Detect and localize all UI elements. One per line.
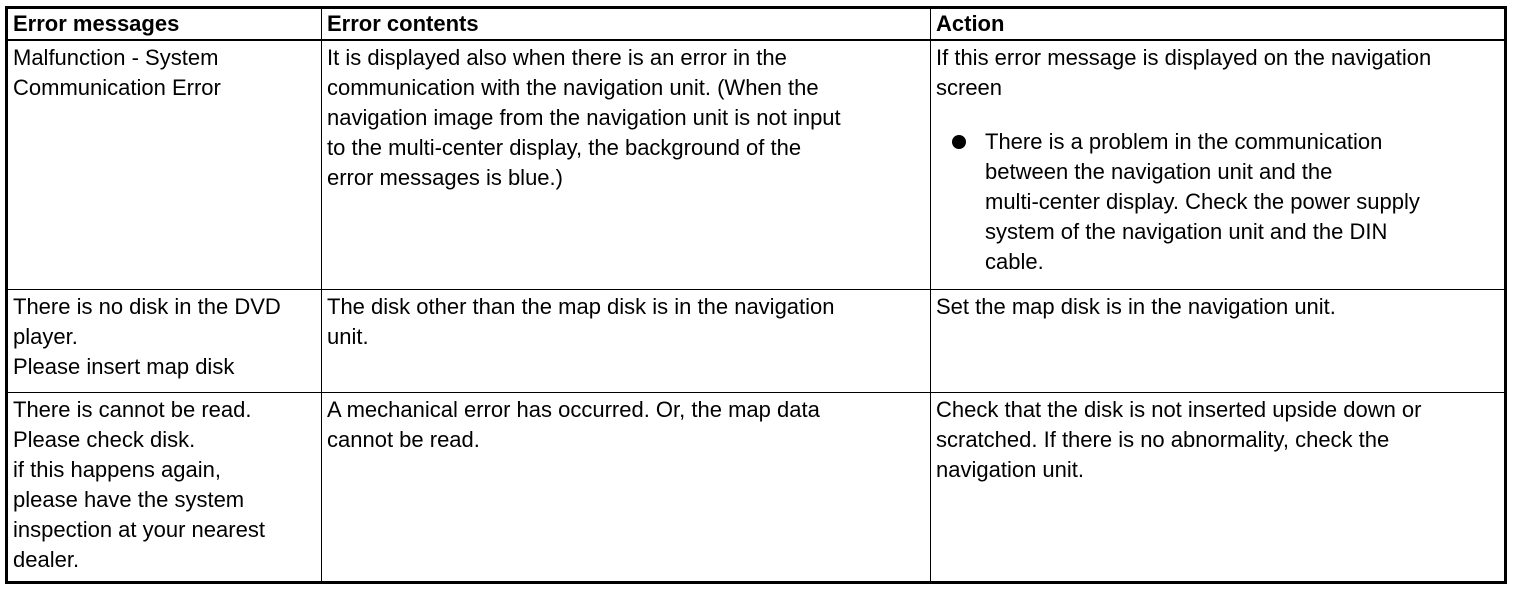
table-row bbox=[7, 290, 1506, 393]
header-action: Action bbox=[931, 8, 1506, 41]
error-contents-line: communication with the navigation unit. (When the bbox=[327, 75, 819, 100]
error-contents-cell bbox=[322, 40, 931, 290]
action-bullet-line: cable. bbox=[985, 249, 1044, 274]
error-message-line: Malfunction - System bbox=[13, 45, 219, 70]
error-message-cell bbox=[7, 40, 322, 290]
table-header-row bbox=[7, 8, 1506, 41]
error-message-cell bbox=[7, 290, 322, 393]
action-line: scratched. If there is no abnormality, check the bbox=[936, 426, 1390, 452]
error-message-line: Please insert map disk bbox=[13, 354, 235, 380]
error-message-line: if this happens again, bbox=[13, 456, 221, 482]
action-cell bbox=[931, 40, 1506, 290]
error-contents-cell bbox=[322, 392, 931, 582]
error-message-line: There is no disk in the DVD bbox=[13, 294, 281, 320]
bullet-dot-icon bbox=[952, 135, 966, 149]
error-contents-line: A mechanical error has occurred. Or, the map data bbox=[327, 396, 820, 422]
error-contents-line: navigation image from the navigation unit is not input bbox=[327, 105, 841, 130]
action-line: If this error message is displayed on the navigation bbox=[936, 45, 1432, 70]
error-contents-line: It is displayed also when there is an error in the bbox=[327, 45, 787, 70]
list-item bbox=[936, 127, 1499, 277]
action-line: Check that the disk is not inserted upside down or bbox=[936, 396, 1422, 422]
error-contents-line: to the multi-center display, the background of the bbox=[327, 135, 802, 160]
error-messages-table bbox=[5, 6, 1507, 584]
error-message-line: There is cannot be read. bbox=[13, 396, 252, 422]
error-message-line: dealer. bbox=[13, 546, 80, 572]
table-row bbox=[7, 40, 1506, 290]
table-row bbox=[7, 392, 1506, 582]
action-bullet-line: system of the navigation unit and the DIN bbox=[985, 219, 1388, 244]
error-contents-line: The disk other than the map disk is in the navigation bbox=[327, 294, 835, 320]
header-error-messages: Error messages bbox=[7, 8, 322, 41]
action-bullet-line: multi-center display. Check the power supply bbox=[985, 189, 1420, 214]
action-cell bbox=[931, 290, 1506, 393]
error-message-cell bbox=[7, 392, 322, 582]
error-message-line: please have the system bbox=[13, 486, 245, 512]
error-message-line: inspection at your nearest bbox=[13, 516, 265, 542]
error-contents-line: cannot be read. bbox=[327, 426, 480, 452]
action-line: navigation unit. bbox=[936, 456, 1084, 482]
action-line: Set the map disk is in the navigation unit. bbox=[936, 294, 1336, 320]
error-message-line: player. bbox=[13, 324, 78, 350]
error-message-line: Please check disk. bbox=[13, 426, 196, 452]
error-contents-cell bbox=[322, 290, 931, 393]
action-bullet-list bbox=[936, 127, 1499, 277]
action-bullet-line: There is a problem in the communication bbox=[985, 129, 1383, 154]
error-message-line: Communication Error bbox=[13, 75, 221, 100]
action-line: screen bbox=[936, 75, 1003, 100]
error-contents-line: unit. bbox=[327, 324, 369, 350]
header-error-contents: Error contents bbox=[322, 8, 931, 41]
action-bullet-line: between the navigation unit and the bbox=[985, 159, 1333, 184]
error-contents-line: error messages is blue.) bbox=[327, 165, 563, 190]
action-cell bbox=[931, 392, 1506, 582]
